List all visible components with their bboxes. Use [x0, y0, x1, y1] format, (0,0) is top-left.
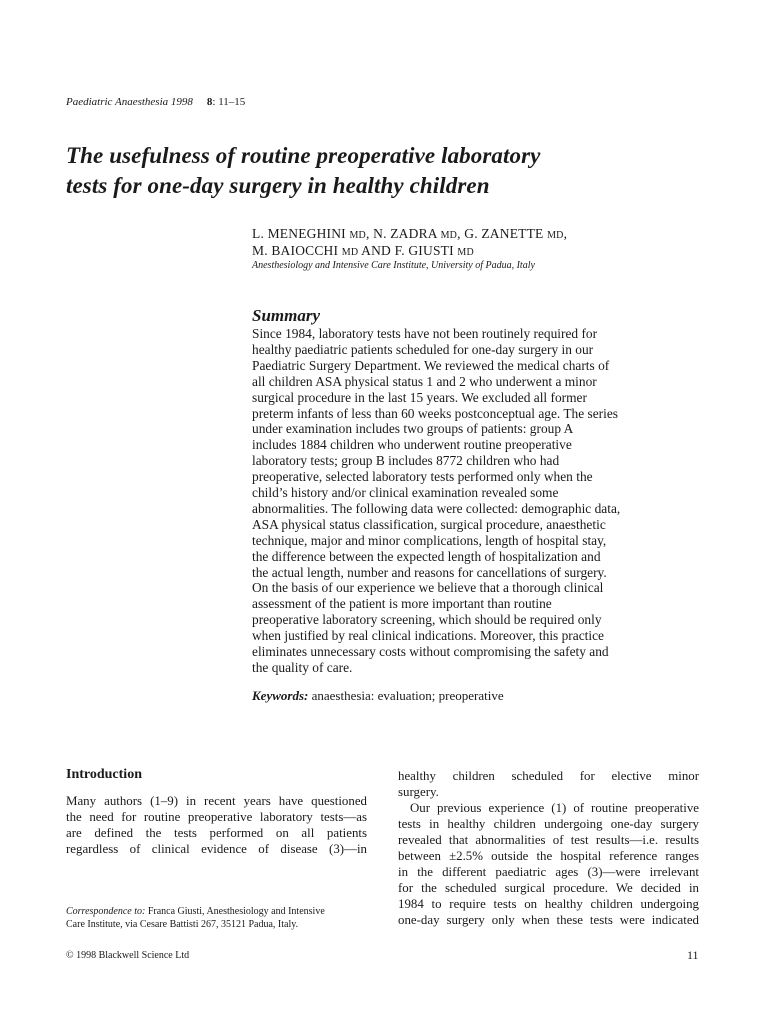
author-credential: MD	[349, 230, 366, 241]
body-text-line: Our previous experience (1) of routine preoperative	[410, 801, 699, 815]
correspondence-text: Franca Giusti, Anesthesiology and Intensive	[145, 906, 325, 917]
author-separator: AND	[358, 243, 395, 258]
author-separator: ,	[365, 226, 374, 241]
article-title-line-1: The usefulness of routine preoperative laboratory	[66, 143, 541, 168]
correspondence-label: Correspondence to:	[66, 906, 146, 917]
body-text-line: Many authors (1–9) in recent years have questioned	[66, 794, 367, 808]
correspondence-line-1	[66, 906, 325, 917]
page-range: : 11–15	[212, 96, 246, 108]
author-credential: MD	[457, 247, 474, 258]
summary-line: laboratory tests; group B includes 8772 children who had	[252, 453, 560, 469]
author-name: N. ZADRA	[373, 226, 437, 241]
author-name: L. MENEGHINI	[252, 226, 346, 241]
body-text-line: regardless of clinical evidence of disease (3)—in	[66, 842, 367, 856]
body-text-line: healthy children scheduled for elective minor	[398, 769, 699, 783]
summary-line: preterm infants of less than 60 weeks postconceptual age. The series	[252, 405, 619, 421]
body-text-line: between ±2.5% outside the hospital reference ranges	[398, 849, 699, 863]
body-text-line: for the scheduled surgical procedure. We decided in	[398, 881, 699, 895]
body-text-line: tests in healthy children undergoing one-day surgery	[398, 817, 699, 831]
correspondence-line-2: Care Institute, via Cesare Battisti 267, 35121 Padua, Italy.	[66, 919, 299, 930]
introduction-heading: Introduction	[66, 767, 142, 782]
keywords-label: Keywords:	[252, 688, 309, 703]
summary-line: eliminates unnecessary costs without compromising the safety and	[252, 644, 609, 659]
author-separator: ,	[563, 226, 568, 241]
summary-line: Since 1984, laboratory tests have not been routinely required for	[252, 326, 598, 341]
summary-line: under examination includes two groups of patients: group A	[252, 421, 574, 437]
summary-line: abnormalities. The following data were collected: demographic data,	[252, 500, 621, 516]
summary-line: assessment of the patient is more important than routine	[252, 596, 552, 612]
author-name: G. ZANETTE	[464, 226, 544, 241]
author-separator: ,	[457, 226, 465, 241]
author-credential: MD	[547, 230, 564, 241]
body-text-line: the need for routine preoperative laboratory tests—as	[66, 810, 367, 824]
authors-line-1	[252, 226, 567, 242]
keywords-text: anaesthesia: evaluation; preoperative	[308, 688, 504, 703]
body-text-line: in the different paediatric ages (3)—were irrelevant	[398, 865, 699, 879]
summary-line: child’s history and/or clinical examination revealed some	[252, 485, 559, 500]
body-text-line: are defined the tests performed on all patients	[66, 826, 367, 840]
summary-line: preoperative, selected laboratory tests performed only when the	[252, 469, 593, 485]
running-header	[66, 96, 245, 108]
summary-line: the quality of care.	[252, 659, 353, 675]
author-name: F. GIUSTI	[394, 243, 454, 258]
summary-line: Paediatric Surgery Department. We reviewed the medical charts of	[252, 357, 610, 373]
body-text-line: revealed that abnormalities of test results—i.e. results	[398, 833, 699, 847]
journal-name: Paediatric Anaesthesia 1998	[66, 96, 193, 108]
summary-line: technique, major and minor complications, length of hospital stay,	[252, 532, 607, 548]
body-text-line: one-day surgery only when these tests were indicated	[398, 913, 699, 927]
summary-line: surgical procedure in the last 15 years. We excluded all former	[252, 389, 587, 405]
author-credential: MD	[341, 247, 359, 258]
page-number: 11	[687, 948, 699, 962]
keywords	[252, 688, 504, 704]
summary-heading: Summary	[252, 306, 321, 325]
author-name: M. BAIOCCHI	[252, 243, 339, 258]
summary-line: the actual length, number and reasons for cancellations of surgery.	[252, 564, 607, 580]
summary-line: ASA physical status classification, surgical procedure, anaesthetic	[252, 516, 606, 532]
summary-line: when justified by real clinical indications. Moreover, this practice	[252, 628, 604, 644]
body-text-line: surgery.	[398, 785, 439, 799]
summary-line: preoperative laboratory screening, which should be required only	[252, 612, 602, 628]
article-title-line-2: tests for one-day surgery in healthy children	[66, 173, 490, 198]
volume-pages	[207, 96, 245, 108]
summary-line: all children ASA physical status 1 and 2 who underwent a minor	[252, 373, 597, 389]
body-text-line: 1984 to require tests on healthy children undergoing	[398, 897, 699, 911]
copyright-notice: © 1998 Blackwell Science Ltd	[66, 950, 190, 961]
volume-number: 8	[206, 96, 213, 108]
authors-line-2	[252, 243, 474, 259]
summary-line: includes 1884 children who underwent routine preoperative	[252, 437, 572, 453]
author-credential: MD	[440, 230, 458, 241]
summary-line: the difference between the expected length of hospitalization and	[252, 548, 601, 564]
summary-line: healthy paediatric patients scheduled for one-day surgery in our	[252, 341, 594, 357]
affiliation: Anesthesiology and Intensive Care Institute, University of Padua, Italy	[252, 260, 535, 271]
summary-line: On the basis of our experience we believe that a thorough clinical	[252, 580, 604, 596]
